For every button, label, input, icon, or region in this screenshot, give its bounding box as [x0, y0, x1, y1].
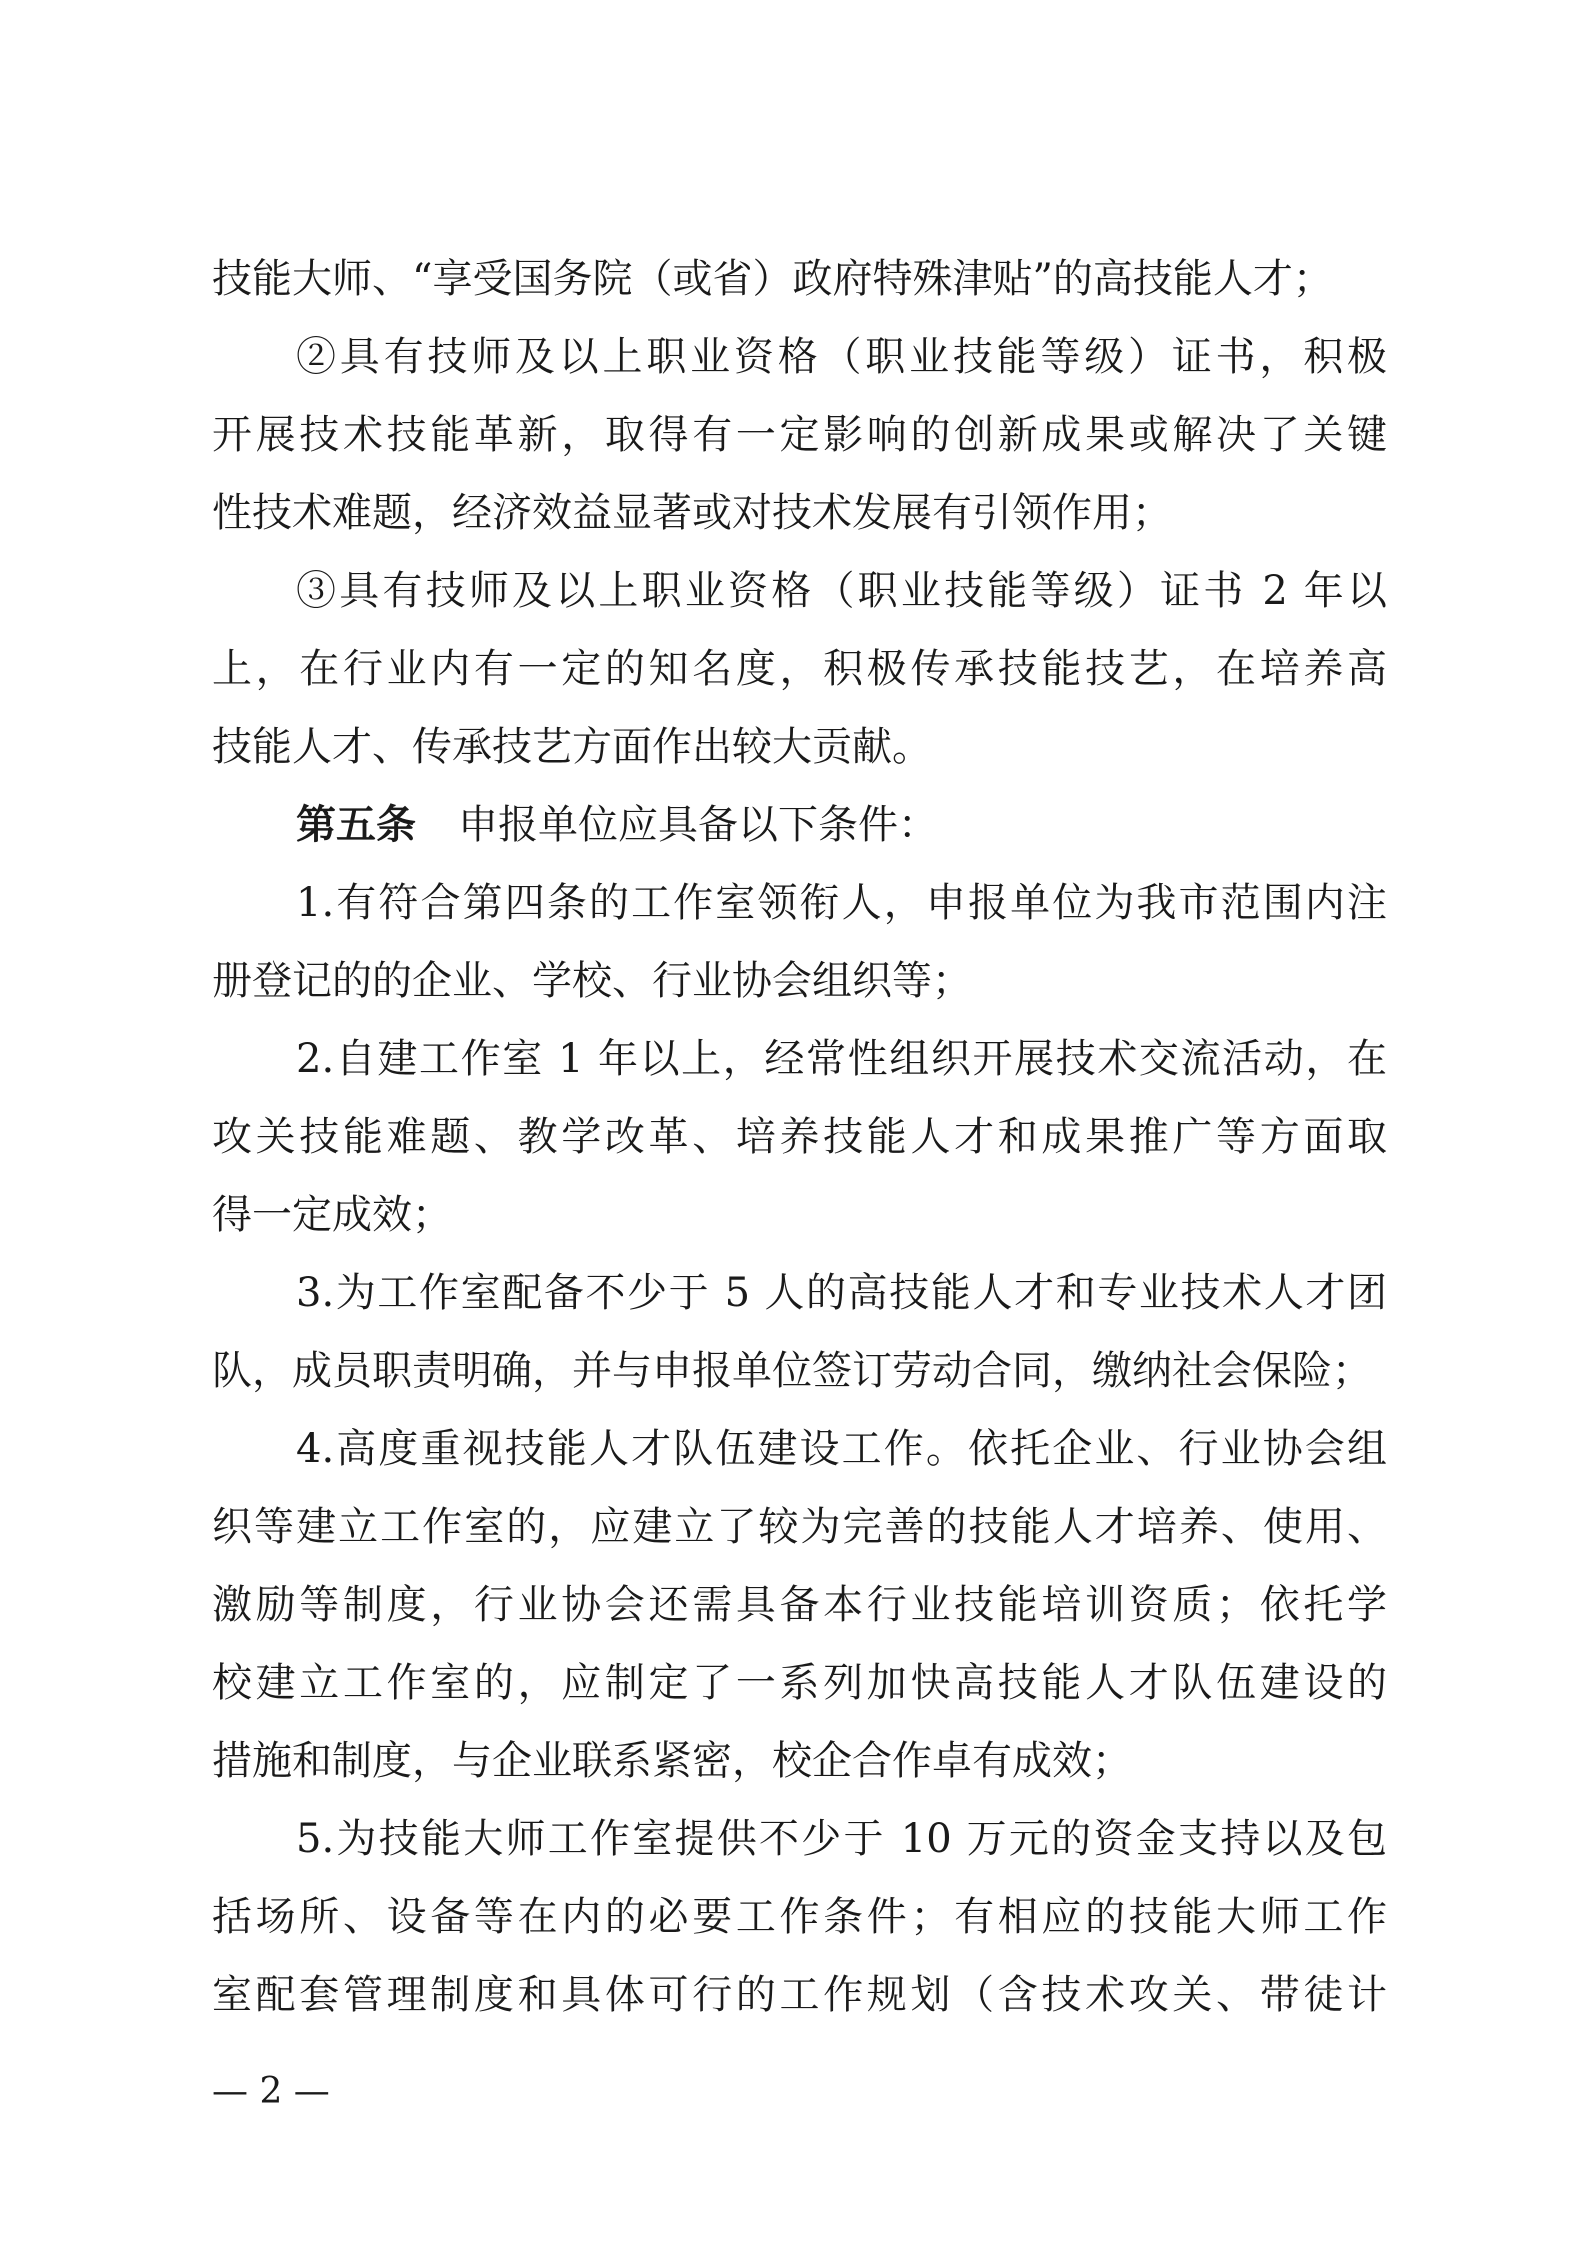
body-text — [212, 240, 1387, 2034]
text-line: 技能大师、“享受国务院（或省）政府特殊津贴”的高技能人才； — [212, 256, 1333, 302]
text-line: 激励等制度，行业协会还需具备本行业技能培训资质；依托学 — [212, 1582, 1387, 1628]
article-label: 第五条 — [296, 801, 416, 848]
text-line: 3.为工作室配备不少于 5 人的高技能人才和专业技术人才团 — [296, 1270, 1387, 1316]
text-line: 5.为技能大师工作室提供不少于 10 万元的资金支持以及包 — [296, 1816, 1387, 1862]
text-line: 校建立工作室的，应制定了一系列加快高技能人才队伍建设的 — [212, 1660, 1387, 1706]
text-line: 室配套管理制度和具体可行的工作规划（含技术攻关、带徒计 — [212, 1972, 1387, 2018]
text-line: 4.高度重视技能人才队伍建设工作。依托企业、行业协会组 — [296, 1426, 1387, 1472]
text-line: 队，成员职责明确，并与申报单位签订劳动合同，缴纳社会保险； — [212, 1348, 1372, 1394]
text-line: 得一定成效； — [212, 1192, 452, 1238]
text-line: 册登记的的企业、学校、行业协会组织等； — [212, 958, 972, 1004]
article-heading-text: 申报单位应具备以下条件： — [458, 802, 938, 848]
text-line: 开展技术技能革新，取得有一定影响的创新成果或解决了关键 — [212, 412, 1387, 458]
text-line: 措施和制度，与企业联系紧密，校企合作卓有成效； — [212, 1738, 1132, 1784]
text-line: 攻关技能难题、教学改革、培养技能人才和成果推广等方面取 — [212, 1114, 1387, 1160]
text-line: 2.自建工作室 1 年以上，经常性组织开展技术交流活动，在 — [296, 1036, 1387, 1082]
text-line: 技能人才、传承技艺方面作出较大贡献。 — [212, 724, 932, 770]
text-line: ③具有技师及以上职业资格（职业技能等级）证书 2 年以 — [296, 568, 1387, 614]
text-line: 织等建立工作室的，应建立了较为完善的技能人才培养、使用、 — [212, 1504, 1387, 1550]
text-line: 性技术难题，经济效益显著或对技术发展有引领作用； — [212, 490, 1172, 536]
text-line: 上，在行业内有一定的知名度，积极传承技能技艺，在培养高 — [212, 646, 1387, 692]
text-line: ②具有技师及以上职业资格（职业技能等级）证书，积极 — [296, 334, 1387, 380]
text-line: 括场所、设备等在内的必要工作条件；有相应的技能大师工作 — [212, 1894, 1387, 1940]
page-number: — 2 — — [212, 2071, 330, 2112]
article-heading-line — [212, 786, 1387, 864]
text-line: 1.有符合第四条的工作室领衔人，申报单位为我市范围内注 — [296, 880, 1387, 926]
